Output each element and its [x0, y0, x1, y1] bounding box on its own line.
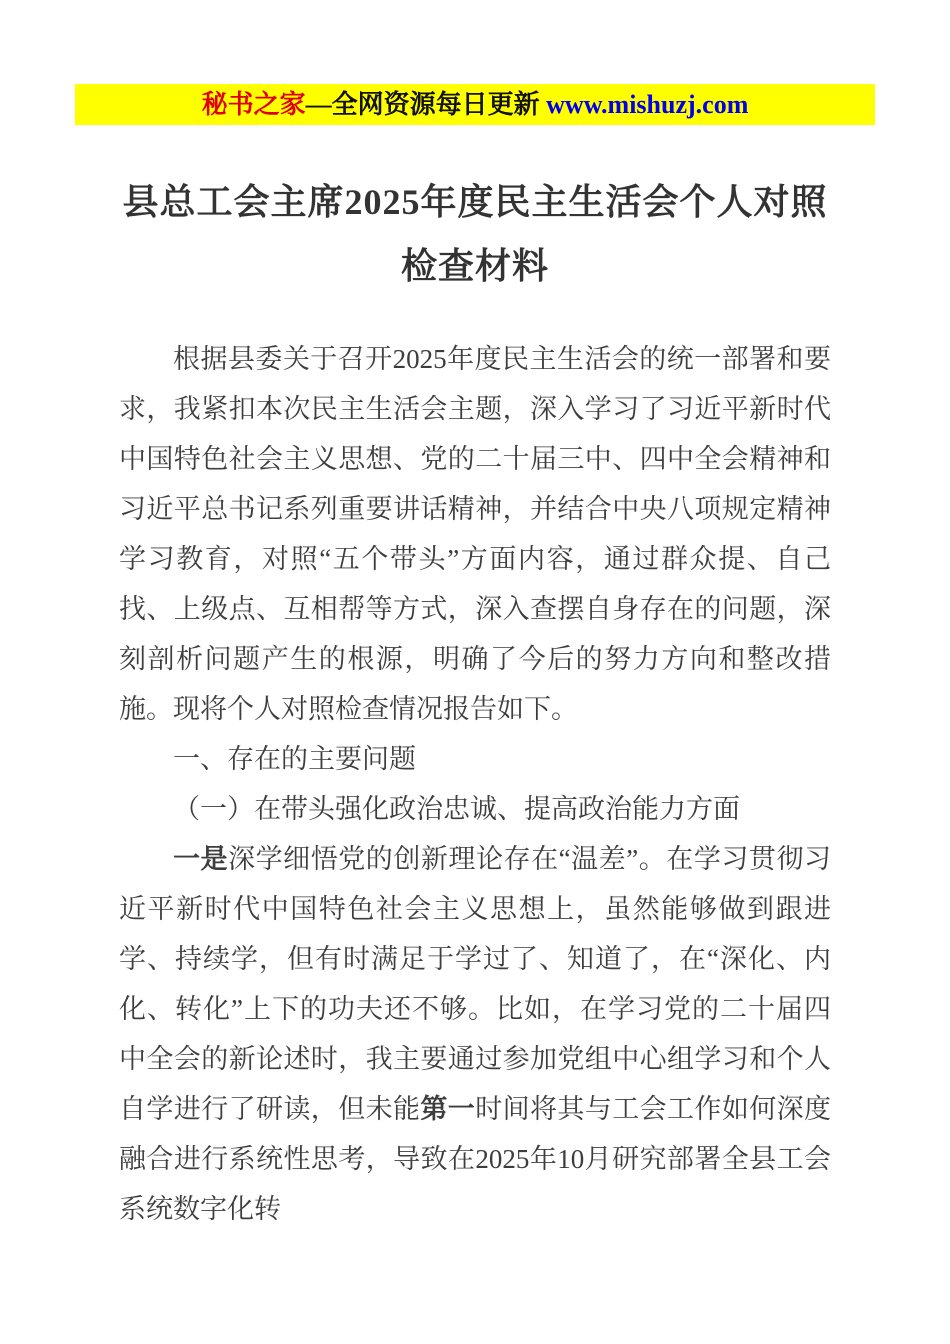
site-url-link[interactable]: www.mishuzj.com	[546, 90, 749, 119]
item-one-bold-2: 第一	[420, 1094, 476, 1124]
intro-paragraph: 根据县委关于召开2025年度民主生活会的统一部署和要求，我紧扣本次民主生活会主题，深入学习了习近平新时代中国特色社会主义思想、党的二十届三中、四中全会精神和习近平总书记系列重要讲话精神，并结合中央八项规定精神学习教育，对照“五个带头”方面内容，通过群众提、自己找、上级点、互相帮等方式，深入查摆自身存在的问题，深刻剖析问题产生的根源，明确了今后的努力方向和整改措施。现将个人对照检查情况报告如下。	[119, 344, 831, 724]
item-one-text-2: 时间将其与工会工作如何深度融合进行系统性思考，导致在2025年10月研究部署全县工会系统数字化转	[119, 1094, 832, 1224]
document-title-line-2: 检查材料	[400, 246, 549, 286]
document-title-line-1: 县总工会主席2025年度民主生活会个人对照	[122, 182, 828, 222]
site-banner	[75, 84, 875, 125]
item-one-text-1: 深学细悟党的创新理论存在“温差”。在学习贯彻习近平新时代中国特色社会主义思想上，虽然能够做到跟进学、持续学，但有时满足于学过了、知道了，在“深化、内化、转化”上下的功夫还不够。比如，在学习党的二十届四中全会的新论述时，我主要通过参加党组中心组学习和个人自学进行了研读，但未能	[119, 844, 832, 1124]
section-heading-2: （一）在带头强化政治忠诚、提高政治能力方面	[173, 794, 740, 824]
document-title	[75, 170, 875, 298]
document-body	[119, 334, 831, 1234]
item-one-paragraph	[119, 834, 831, 1234]
item-one-lead-bold: 一是	[173, 844, 229, 874]
section-heading-1: 一、存在的主要问题	[173, 744, 416, 774]
site-name: 秘书之家	[201, 90, 306, 119]
banner-tagline: —全网资源每日更新	[305, 90, 547, 119]
